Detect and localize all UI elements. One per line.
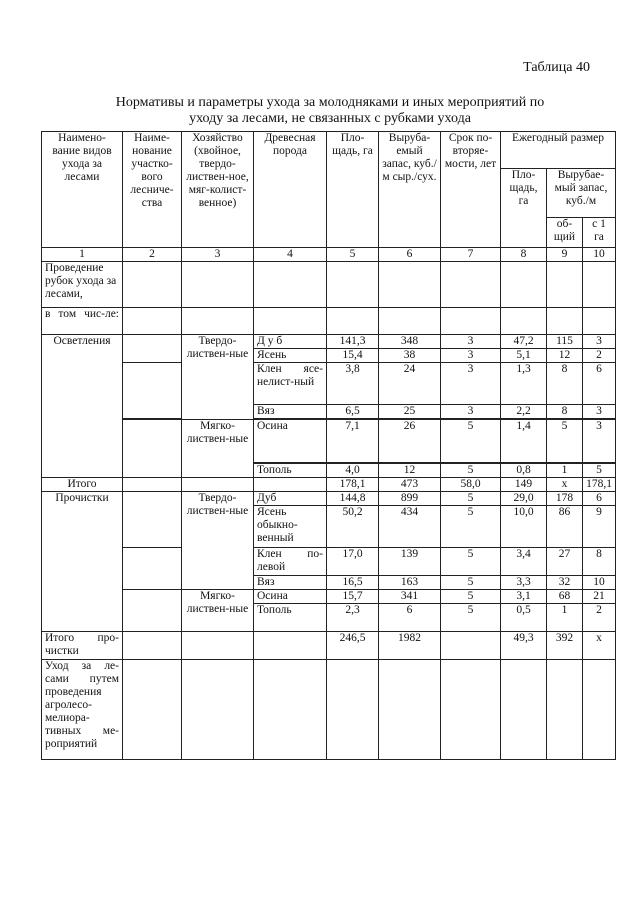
species: Осина: [254, 420, 327, 463]
annual-per-ha: 178,1: [583, 478, 616, 492]
annual-per-ha: 10: [583, 576, 616, 590]
volume: 25: [379, 405, 441, 419]
period: 3: [441, 349, 501, 363]
annual-area: 0,5: [501, 604, 547, 632]
species: Осина: [254, 590, 327, 604]
header-forestry: Наиме-нование участко-вого лесниче-ства: [123, 132, 182, 248]
economy-tverd: Твердо-листвен-ные: [182, 335, 254, 420]
annual-total: 27: [547, 548, 583, 576]
volume: 473: [379, 478, 441, 492]
species: Клен ясе-нелист-ный: [254, 363, 327, 405]
annual-total: 115: [547, 335, 583, 349]
annual-area: 149: [501, 478, 547, 492]
col-number: 1: [42, 248, 123, 262]
volume: 899: [379, 492, 441, 506]
annual-area: 0,8: [501, 464, 547, 478]
annual-per-ha: 3: [583, 420, 616, 463]
annual-total: 5: [547, 420, 583, 463]
annual-total: 8: [547, 363, 583, 405]
header-area: Пло-щадь, га: [327, 132, 379, 248]
annual-total: 178: [547, 492, 583, 506]
period: 3: [441, 335, 501, 349]
header-economy: Хозяйство (хвойное, твердо-листвен-ное, мяг-колист-венное): [182, 132, 254, 248]
total-row: [42, 478, 616, 492]
annual-per-ha: 8: [583, 548, 616, 576]
annual-total: 1: [547, 604, 583, 632]
table-row: [42, 590, 616, 604]
header-row-1: [42, 132, 616, 169]
col-number: 8: [501, 248, 547, 262]
table-row: [42, 308, 616, 335]
annual-area: 3,4: [501, 548, 547, 576]
volume: 139: [379, 548, 441, 576]
annual-per-ha: 2: [583, 349, 616, 363]
species: Тополь: [254, 464, 327, 478]
annual-per-ha: 3: [583, 405, 616, 419]
period: 3: [441, 363, 501, 405]
annual-total: x: [547, 478, 583, 492]
period: 58,0: [441, 478, 501, 492]
header-type: Наимено-вание видов ухода за лесами: [42, 132, 123, 248]
annual-per-ha: 6: [583, 492, 616, 506]
annual-per-ha: 21: [583, 590, 616, 604]
period: 5: [441, 590, 501, 604]
row-label: в том чис-ле:: [42, 308, 123, 335]
annual-area: 10,0: [501, 506, 547, 548]
annual-total: 86: [547, 506, 583, 548]
table-title: [40, 95, 620, 127]
area: 6,5: [327, 405, 379, 419]
species: Ясень: [254, 349, 327, 363]
area: 17,0: [327, 548, 379, 576]
annual-total: 392: [547, 632, 583, 660]
table-row: [42, 420, 616, 463]
area: 4,0: [327, 464, 379, 478]
annual-area: 3,1: [501, 590, 547, 604]
col-number: 7: [441, 248, 501, 262]
annual-total: 32: [547, 576, 583, 590]
period: 3: [441, 405, 501, 419]
row-label: Уход за ле-сами путем проведения агролесо-мелиора-тивных ме-роприятий: [42, 660, 123, 760]
period: 5: [441, 576, 501, 590]
header-total: об-щий: [547, 218, 583, 248]
species: Вяз: [254, 405, 327, 419]
column-numbers-row: [42, 248, 616, 262]
area: 7,1: [327, 420, 379, 463]
annual-per-ha: 3: [583, 335, 616, 349]
annual-total: 68: [547, 590, 583, 604]
annual-total: 1: [547, 464, 583, 478]
annual-per-ha: 9: [583, 506, 616, 548]
species: Клен по-левой: [254, 548, 327, 576]
area: 178,1: [327, 478, 379, 492]
table-number: Таблица 40: [523, 60, 590, 75]
total-row: [42, 632, 616, 660]
header-annual-volume: Вырубае-мый запас, куб./м: [547, 169, 616, 218]
area: 16,5: [327, 576, 379, 590]
annual-area: 1,3: [501, 363, 547, 405]
table-row: [42, 492, 616, 506]
row-label: Итого: [42, 478, 123, 492]
col-number: 10: [583, 248, 616, 262]
annual-area: 2,2: [501, 405, 547, 419]
area: 3,8: [327, 363, 379, 405]
annual-per-ha: 2: [583, 604, 616, 632]
economy-myag: Мягко-листвен-ные: [182, 590, 254, 632]
economy-myag: Мягко-листвен-ные: [182, 420, 254, 478]
area: 141,3: [327, 335, 379, 349]
period: 5: [441, 506, 501, 548]
annual-area: 29,0: [501, 492, 547, 506]
header-per-ha: с 1 га: [583, 218, 616, 248]
header-volume: Выруба-емый запас, куб./м сыр./сух.: [379, 132, 441, 248]
period: 5: [441, 420, 501, 463]
title-line-2: уходу за лесами, не связанных с рубками ухода: [189, 111, 471, 126]
period: 5: [441, 548, 501, 576]
table-row: [42, 548, 616, 576]
table-row: [42, 262, 616, 308]
annual-per-ha: x: [583, 632, 616, 660]
species: Д у б: [254, 335, 327, 349]
header-species: Древесная порода: [254, 132, 327, 248]
row-label: Итого про-чистки: [42, 632, 123, 660]
header-period: Срок по-вторяе-мости, лет: [441, 132, 501, 248]
header-annual: Ежегодный размер: [501, 132, 616, 169]
col-number: 5: [327, 248, 379, 262]
volume: 434: [379, 506, 441, 548]
species: Тополь: [254, 604, 327, 632]
row-label: Проведение рубок ухода за лесами,: [42, 262, 123, 308]
economy-tverd: Твердо-листвен-ные: [182, 492, 254, 590]
annual-area: 3,3: [501, 576, 547, 590]
table-row: [42, 335, 616, 349]
volume: 163: [379, 576, 441, 590]
period: 5: [441, 464, 501, 478]
volume: 341: [379, 590, 441, 604]
volume: 6: [379, 604, 441, 632]
annual-area: 1,4: [501, 420, 547, 463]
volume: 1982: [379, 632, 441, 660]
title-line-1: Нормативы и параметры ухода за молодняками и иных мероприятий по: [115, 95, 545, 110]
annual-area: 5,1: [501, 349, 547, 363]
volume: 24: [379, 363, 441, 405]
annual-area: 49,3: [501, 632, 547, 660]
col-number: 4: [254, 248, 327, 262]
annual-per-ha: 6: [583, 363, 616, 405]
volume: 12: [379, 464, 441, 478]
norms-table: [41, 131, 616, 760]
annual-per-ha: 5: [583, 464, 616, 478]
species: Вяз: [254, 576, 327, 590]
col-number: 2: [123, 248, 182, 262]
volume: 38: [379, 349, 441, 363]
header-annual-area: Пло-щадь, га: [501, 169, 547, 248]
col-number: 3: [182, 248, 254, 262]
section-proch: Прочистки: [42, 492, 123, 632]
table-row: [42, 660, 616, 760]
area: 50,2: [327, 506, 379, 548]
area: 2,3: [327, 604, 379, 632]
volume: 26: [379, 420, 441, 463]
species: Дуб: [254, 492, 327, 506]
area: 246,5: [327, 632, 379, 660]
col-number: 6: [379, 248, 441, 262]
table-row: [42, 363, 616, 405]
annual-total: 8: [547, 405, 583, 419]
period: 5: [441, 492, 501, 506]
area: 144,8: [327, 492, 379, 506]
annual-total: 12: [547, 349, 583, 363]
period: 5: [441, 604, 501, 632]
species: Ясень обыкно-венный: [254, 506, 327, 548]
volume: 348: [379, 335, 441, 349]
area: 15,4: [327, 349, 379, 363]
col-number: 9: [547, 248, 583, 262]
section-osv: Осветления: [42, 335, 123, 478]
area: 15,7: [327, 590, 379, 604]
annual-area: 47,2: [501, 335, 547, 349]
